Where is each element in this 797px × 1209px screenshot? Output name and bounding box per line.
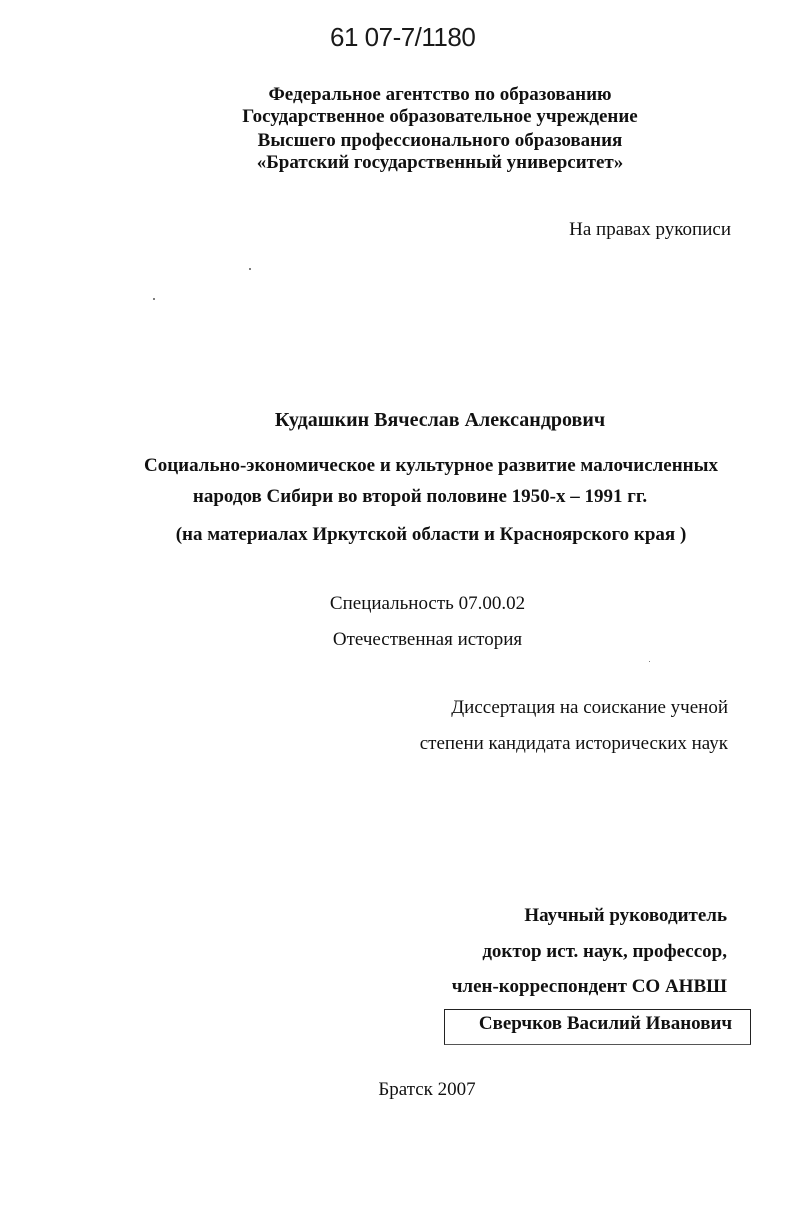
advisor-membership: член-корреспондент СО АНВШ: [451, 976, 727, 997]
advisor-heading: Научный руководитель: [524, 905, 727, 926]
city-year: Братск 2007: [378, 1079, 476, 1100]
institution-line-university: «Братский государственный университет»: [256, 152, 624, 173]
scan-speck: [153, 298, 155, 300]
advisor-degree: доктор ист. наук, профессор,: [482, 941, 727, 962]
dissertation-title-line-3: (на материалах Иркутской области и Красноярского края ): [175, 524, 687, 545]
supervisor-name: Сверчков Василий Иванович: [478, 1013, 733, 1034]
scan-speck: [249, 268, 251, 270]
author-name: Кудашкин Вячеслав Александрович: [274, 409, 606, 431]
institution-line-level: Высшего профессионального образования: [257, 130, 623, 151]
institution-line-type: Государственное образовательное учреждение: [242, 106, 638, 127]
supervisor-name-box: [444, 1009, 751, 1045]
specialty-name: Отечественная история: [332, 629, 523, 650]
degree-line-1: Диссертация на соискание ученой: [451, 697, 728, 718]
scan-speck: [649, 661, 650, 662]
dissertation-title-line-1: Социально-экономическое и культурное развитие малочисленных: [144, 455, 718, 476]
manuscript-note: На правах рукописи: [569, 219, 731, 240]
degree-line-2: степени кандидата исторических наук: [419, 733, 728, 754]
institution-line-agency: Федеральное агентство по образованию: [268, 84, 612, 105]
specialty-code: Специальность 07.00.02: [329, 593, 526, 614]
dissertation-title-line-2: народов Сибири во второй половине 1950-х – 1991 гг.: [192, 486, 648, 507]
archive-number: 61 07-7/1180: [330, 22, 476, 52]
